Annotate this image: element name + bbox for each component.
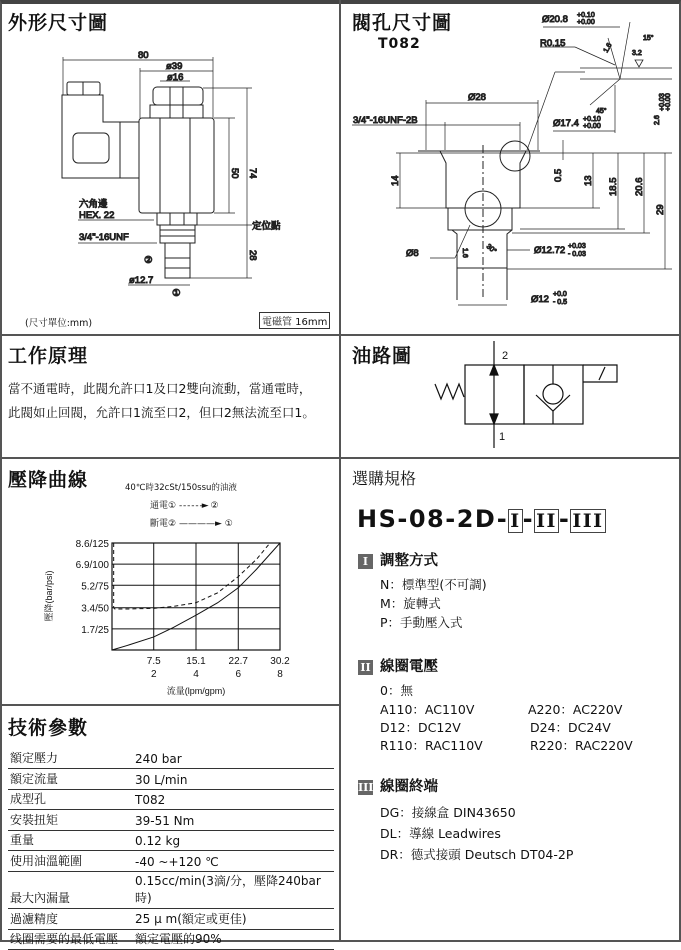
dim-2-6-tol-up: +0.03: [659, 93, 666, 111]
x-tick-label: 15.1: [186, 656, 206, 667]
y-tick-label: 1.7/25: [81, 624, 109, 636]
cavity-title: 閥孔尺寸圖: [352, 12, 453, 34]
dim-d174: Ø17.4: [553, 118, 579, 129]
dim-29: 29: [655, 204, 666, 215]
dim-d1272: Ø12.72: [534, 245, 566, 256]
dim-d12: Ø12: [531, 294, 549, 305]
dim-13: 13: [583, 175, 594, 186]
spec-value: -40 ~+120 ℃: [133, 851, 334, 872]
dim-0-5: 0.5: [553, 168, 564, 182]
option-0: 0：無: [380, 683, 413, 698]
unit-note: (尺寸單位:mm): [25, 318, 93, 329]
roman-1: I: [358, 554, 373, 569]
section-1-title: 調整方式: [380, 553, 438, 569]
dim-d39: ø39: [166, 61, 183, 72]
y-tick-label: 8.6/125: [75, 539, 109, 550]
principle-line-2: 此閥如止回閥，允許口1流至口2，但口2無法流至口1。: [8, 405, 315, 420]
y-tick-label: 3.4/50: [81, 603, 109, 615]
option-dl: DL：導線 Leadwires: [380, 826, 501, 841]
section-voltage: [358, 655, 670, 762]
spec-key: 重量: [8, 830, 133, 851]
spec-row: [8, 929, 334, 950]
outline-title: 外形尺寸圖: [8, 12, 109, 34]
spec-key: 最大內漏量: [8, 872, 133, 909]
x-tick-label-gpm: 4: [193, 669, 199, 680]
pressure-note: 40℃時32cSt/150ssu的油液: [125, 483, 237, 493]
x-tick-label: 22.7: [228, 656, 249, 667]
option-m: M：旋轉式: [380, 596, 441, 611]
spec-value: 0.12 kg: [133, 830, 334, 851]
thread-label: 3/4"-16UNF: [79, 232, 129, 243]
angle-15: 15°: [643, 35, 654, 42]
angle-30: 30°: [484, 243, 498, 256]
dim-1-6b: 1.6: [461, 248, 468, 258]
port-1-label: 1: [499, 431, 506, 443]
spec-key: 成型孔: [8, 789, 133, 810]
option-d24: D24：DC24V: [530, 720, 611, 735]
hex-label: HEX. 22: [79, 210, 115, 221]
dim-d174-tol-up: +0.10: [583, 116, 601, 123]
spec-key: 過濾精度: [8, 909, 133, 930]
dim-18-5: 18.5: [608, 177, 619, 196]
model-dash: -: [558, 505, 571, 533]
locator-label: 定位點: [252, 221, 281, 232]
angle-45: 45°: [596, 108, 607, 115]
legend-energized-to: ②: [210, 501, 219, 511]
x-axis-label: 流量(lpm/gpm): [166, 686, 226, 696]
principle-title: 工作原理: [8, 345, 89, 367]
legend-deenergized: 斷電② ————► ①: [150, 519, 233, 529]
legend-deenergized-label: 斷電②: [150, 519, 177, 529]
model-dash: -: [522, 505, 535, 533]
port-2-label: ②: [144, 255, 153, 266]
spec-row: [8, 872, 334, 909]
x-tick-label-gpm: 6: [235, 669, 242, 680]
spec-row: [8, 810, 334, 831]
spec-key: 线圈需要的最低電壓: [8, 929, 133, 950]
port-1-label: ①: [172, 288, 181, 299]
specs-table: [8, 748, 334, 950]
cavity-code: T082: [378, 36, 421, 52]
spec-row: [8, 851, 334, 872]
option-r220: R220：RAC220V: [530, 738, 633, 753]
dim-d208: Ø20.8: [542, 14, 568, 25]
y-axis-label: 壓降(bar/psi): [44, 570, 54, 622]
roman-3: III: [358, 780, 374, 794]
section-2-title: 線圈電壓: [380, 659, 438, 675]
dim-28: 28: [247, 250, 258, 261]
legend-deenergized-to: ①: [224, 519, 233, 529]
dim-14: 14: [390, 175, 401, 186]
option-d12: D12：DC12V: [380, 720, 461, 735]
model-box-3: III: [572, 510, 604, 532]
option-n: N：標準型(不可調): [380, 577, 487, 592]
section-adjustment: [358, 549, 487, 632]
spec-row: [8, 909, 334, 930]
model-code: [357, 505, 606, 533]
legend-energized: 通電① - - - - - -► ②: [150, 501, 219, 511]
y-tick-label: 5.2/75: [81, 581, 109, 593]
spec-value: T082: [133, 789, 334, 810]
specs-title: 技術參數: [8, 717, 89, 739]
series-line-dashed: [114, 543, 270, 609]
dim-d12-tol-lo: - 0.5: [553, 299, 568, 306]
cavity-thread: 3/4"-16UNF-2B: [353, 115, 418, 126]
x-tick-label-gpm: 2: [150, 669, 157, 680]
dim-d208-tol-lo: +0.00: [577, 19, 595, 26]
dim-20-6: 20.6: [634, 177, 645, 196]
dim-3-2: 3.2: [632, 50, 642, 57]
spec-key: 額定壓力: [8, 748, 133, 769]
dim-r015: R0.15: [540, 38, 566, 49]
model-prefix: HS-08-2D-: [357, 505, 509, 533]
model-box-2: II: [536, 510, 557, 532]
dim-d208-tol-up: +0.10: [577, 12, 595, 19]
option-r110: R110：RAC110V: [380, 738, 483, 753]
dim-74: 74: [247, 168, 258, 179]
spec-row: [8, 769, 334, 790]
dim-1-6: 1.6: [602, 42, 614, 54]
circuit-title: 油路圖: [352, 345, 413, 367]
dim-80: 80: [138, 50, 149, 61]
option-a220: A220：AC220V: [528, 702, 623, 717]
spec-value: 30 L/min: [133, 769, 334, 790]
dim-d12-tol-up: +0.0: [553, 291, 567, 298]
pressure-title: 壓降曲線: [8, 469, 89, 491]
spec-value: 額定電壓的90%: [133, 929, 334, 950]
legend-energized-label: 通電①: [150, 501, 177, 511]
spec-value: 0.15cc/min(3滴/分，壓降240bar時): [133, 872, 334, 909]
model-box-1: I: [510, 510, 521, 532]
ordering-title: 選購規格: [352, 469, 417, 488]
hex-cn: 六角邊: [79, 199, 108, 210]
section-terminal: [358, 775, 573, 865]
option-dg: DG：接線盒 DIN43650: [380, 805, 516, 820]
spec-row: [8, 830, 334, 851]
y-tick-label: 6.9/100: [75, 560, 109, 572]
spec-key: 使用油溫範圍: [8, 851, 133, 872]
tube-label: 電磁管 16mm: [259, 312, 330, 329]
option-dr: DR：德式接頭 Deutsch DT04-2P: [380, 847, 574, 862]
dim-50: 50: [229, 168, 240, 179]
port-2-label: 2: [502, 350, 509, 362]
spec-row: [8, 748, 334, 769]
dim-2-6: 2.6: [654, 115, 661, 125]
option-a110: A110：AC110V: [380, 702, 475, 717]
spec-key: 額定流量: [8, 769, 133, 790]
dim-2-6-tol-lo: +0.00: [665, 93, 672, 111]
dim-d28: Ø28: [468, 92, 486, 103]
x-tick-label-gpm: 8: [277, 669, 283, 680]
dim-d174-tol-lo: +0.00: [583, 123, 601, 130]
x-tick-label: 7.5: [146, 656, 161, 667]
dim-d1272-tol-lo: - 0.03: [568, 251, 586, 258]
spec-value: 39-51 Nm: [133, 810, 334, 831]
spec-row: [8, 789, 334, 810]
section-3-title: 線圈終端: [380, 779, 438, 795]
roman-2: II: [358, 660, 373, 675]
pressure-drop-chart: [0, 0, 340, 705]
dim-d1272-tol-up: +0.03: [568, 243, 586, 250]
spec-value: 25 μ m(額定或更佳): [133, 909, 334, 930]
x-tick-label: 30.2: [270, 656, 290, 667]
option-p: P：手動壓入式: [380, 615, 463, 630]
dim-d8: Ø8: [406, 248, 419, 259]
spec-key: 安裝扭矩: [8, 810, 133, 831]
spec-value: 240 bar: [133, 748, 334, 769]
dim-d16: ø16: [167, 72, 184, 83]
principle-line-1: 當不通電時，此閥允許口1及口2雙向流動，當通電時，: [8, 381, 312, 396]
dim-d127: ø12.7: [129, 275, 154, 286]
